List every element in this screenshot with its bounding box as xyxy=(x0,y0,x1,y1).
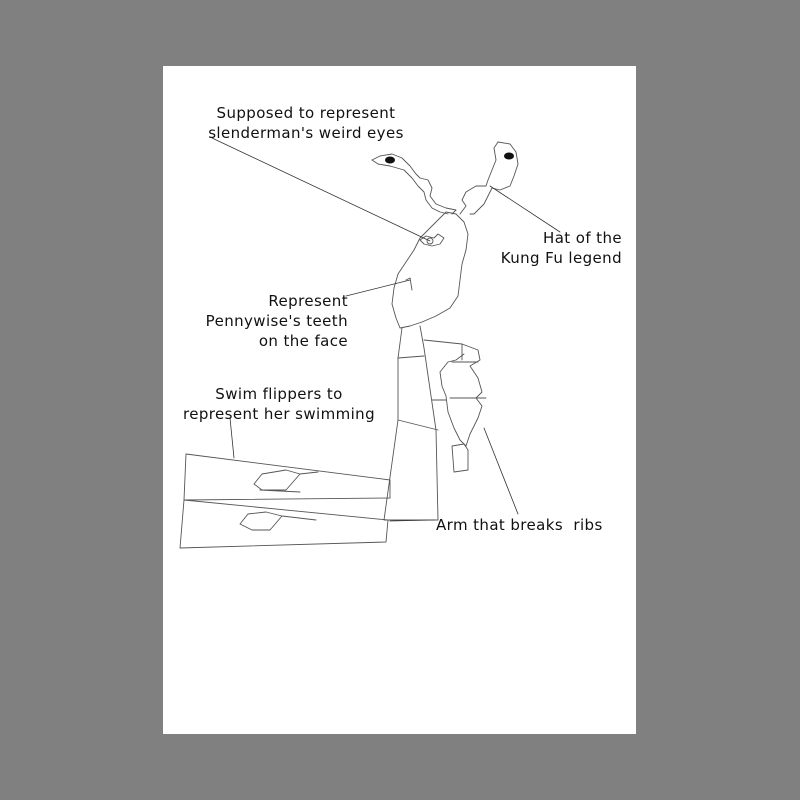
left-eye-dot xyxy=(385,157,395,164)
head-sketch xyxy=(392,212,468,328)
teeth-annotation-line1: Represent xyxy=(268,292,348,310)
teeth-leader-line xyxy=(346,280,410,296)
flippers-annotation-line2: represent her swimming xyxy=(183,405,375,423)
hat-annotation xyxy=(462,228,622,268)
eyes-leader-line xyxy=(212,138,430,241)
flippers-annotation xyxy=(164,384,394,424)
face-eye-sketch xyxy=(420,234,444,246)
right-eye-dot xyxy=(504,153,514,160)
eyes-annotation-line2: slenderman's weird eyes xyxy=(208,124,404,142)
eyes-annotation xyxy=(176,103,436,143)
teeth-annotation-line3: on the face xyxy=(258,332,348,350)
hat-sketch xyxy=(372,142,518,214)
flippers-annotation-line1: Swim flippers to xyxy=(215,385,343,403)
flippers-sketch xyxy=(180,454,390,548)
eyes-annotation-line1: Supposed to represent xyxy=(216,104,396,122)
teeth-sketch xyxy=(406,278,412,290)
teeth-annotation-line2: Pennywise's teeth xyxy=(205,312,348,330)
teeth-annotation xyxy=(166,291,348,351)
arm-sketch xyxy=(424,340,486,472)
hat-annotation-line2: Kung Fu legend xyxy=(500,249,622,267)
arm-leader-line xyxy=(484,428,518,514)
flippers-leader-line xyxy=(230,418,234,458)
hat-leader-line xyxy=(490,186,560,232)
arm-annotation xyxy=(436,515,636,535)
hat-annotation-line1: Hat of the xyxy=(543,229,622,247)
arm-annotation-line1: Arm that breaks ribs xyxy=(436,516,603,534)
